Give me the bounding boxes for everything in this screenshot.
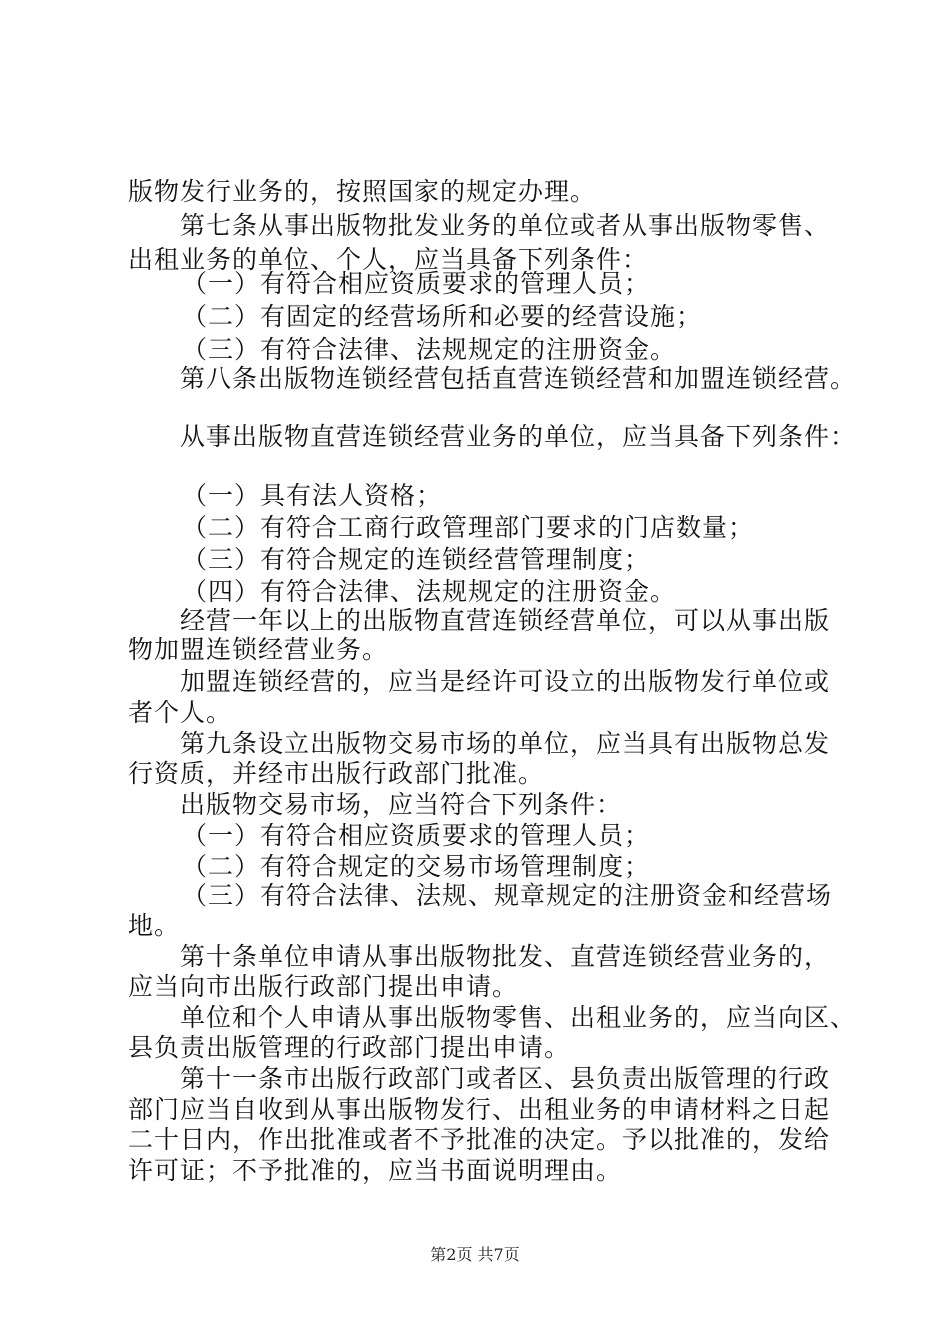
text-line: 应当向市出版行政部门提出申请。 <box>128 972 519 1001</box>
text-line: 出版物交易市场，应当符合下列条件： <box>180 790 623 819</box>
text-line: 许可证；不予批准的，应当书面说明理由。 <box>128 1156 623 1185</box>
text-line: 第八条出版物连锁经营包括直营连锁经营和加盟连锁经营。 <box>180 364 857 393</box>
text-line: （二）有固定的经营场所和必要的经营设施； <box>182 302 703 331</box>
text-line: 第十条单位申请从事出版物批发、直营连锁经营业务的， <box>180 942 831 971</box>
text-line: （三）有符合法律、法规规定的注册资金。 <box>182 335 677 364</box>
text-line: 物加盟连锁经营业务。 <box>128 635 389 664</box>
text-line: （二）有符合规定的交易市场管理制度； <box>182 852 651 881</box>
text-line: 第七条从事出版物批发业务的单位或者从事出版物零售、 <box>180 211 831 240</box>
text-line: 者个人。 <box>128 698 233 727</box>
text-line: 行资质，并经市出版行政部门批准。 <box>128 759 545 788</box>
text-line: （四）有符合法律、法规规定的注册资金。 <box>182 577 677 606</box>
text-line: 加盟连锁经营的，应当是经许可设立的出版物发行单位或 <box>180 667 831 696</box>
text-line: （一）具有法人资格； <box>182 481 443 510</box>
text-line: 从事出版物直营连锁经营业务的单位，应当具备下列条件： <box>180 422 857 451</box>
text-line: 地。 <box>128 911 181 940</box>
text-line: 版物发行业务的，按照国家的规定办理。 <box>128 177 597 206</box>
text-line: （一）有符合相应资质要求的管理人员； <box>182 269 651 298</box>
text-line: 经营一年以上的出版物直营连锁经营单位，可以从事出版 <box>180 606 831 635</box>
text-line: 单位和个人申请从事出版物零售、出租业务的，应当向区、 <box>180 1003 857 1032</box>
text-line: （三）有符合规定的连锁经营管理制度； <box>182 545 651 574</box>
text-line: 出租业务的单位、个人，应当具备下列条件： <box>128 245 649 274</box>
text-line: 县负责出版管理的行政部门提出申请。 <box>128 1033 571 1062</box>
page-number-footer: 第2页 共7页 <box>430 1245 520 1264</box>
text-line: （一）有符合相应资质要求的管理人员； <box>182 821 651 850</box>
text-line: 部门应当自收到从事出版物发行、出租业务的申请材料之日起 <box>128 1095 831 1124</box>
text-line: （二）有符合工商行政管理部门要求的门店数量； <box>182 513 755 542</box>
text-line: 第九条设立出版物交易市场的单位，应当具有出版物总发 <box>180 729 831 758</box>
text-line: 二十日内，作出批准或者不予批准的决定。予以批准的，发给 <box>128 1125 831 1154</box>
text-line: 第十一条市出版行政部门或者区、县负责出版管理的行政 <box>180 1064 831 1093</box>
text-line: （三）有符合法律、法规、规章规定的注册资金和经营场 <box>182 881 833 910</box>
